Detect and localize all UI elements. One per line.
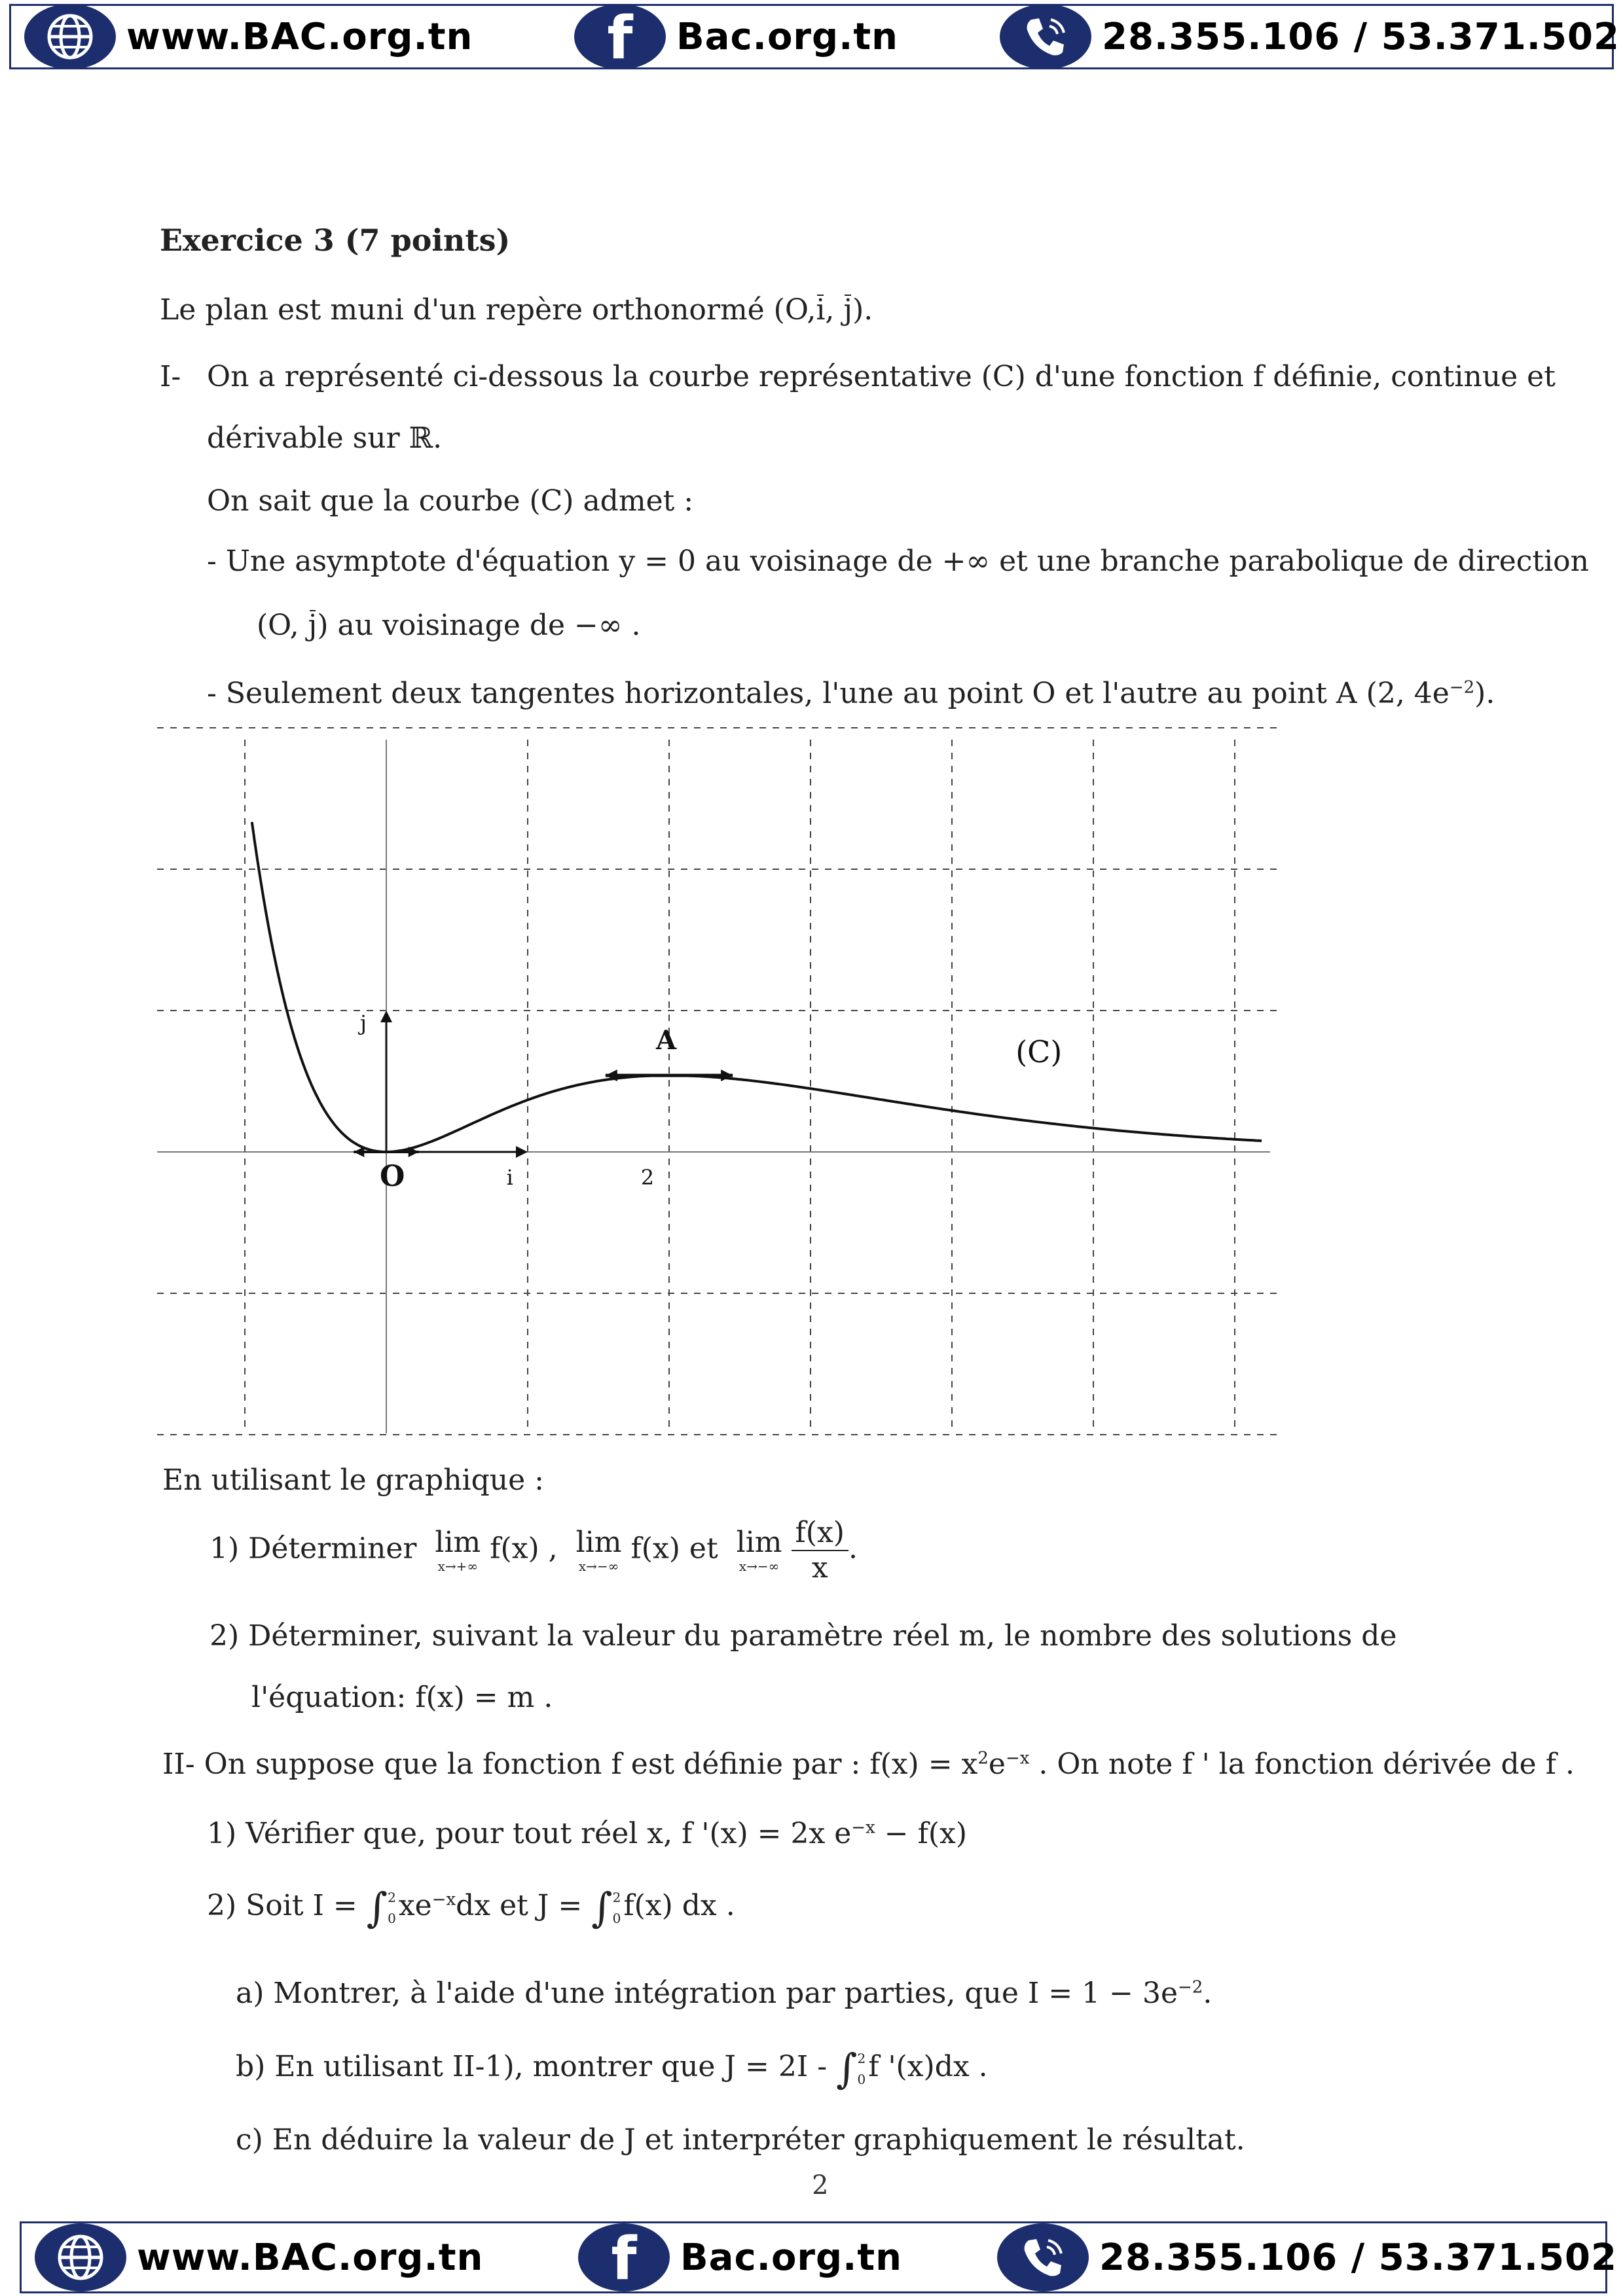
vector-i: i: [816, 293, 826, 327]
curve-C: [252, 822, 1262, 1152]
intro-text: Le plan est muni d'un repère orthonormé (O,: [160, 293, 816, 327]
q1-f2: f(x) et: [621, 1532, 718, 1566]
globe-icon: [24, 4, 116, 69]
header-website[interactable]: [24, 6, 473, 67]
frac-den: x: [811, 1551, 828, 1585]
label-i: i: [506, 1165, 513, 1190]
part2-a: II- On suppose que la fonction f est définie par : f(x) = x: [162, 1748, 978, 1781]
bullet1-line2-a: (O,: [257, 609, 299, 642]
bullet1-line1: - Une asymptote d'équation y = 0 au voisinage de +∞ et une branche parabolique de direction: [207, 545, 1590, 578]
footer-website[interactable]: [35, 2223, 483, 2291]
footer-phone[interactable]: [997, 2223, 1617, 2291]
integral-sign-1: ∫: [366, 1884, 388, 1931]
part2-question-2a: [236, 1977, 1212, 2010]
q1-end: .: [848, 1532, 858, 1566]
intro-end: ).: [852, 293, 873, 327]
question-2-line1: 2) Déterminer, suivant la valeur du paramètre réel m, le nombre des solutions de: [210, 1619, 1397, 1653]
part2-question-2b: [236, 2045, 988, 2092]
p2q2a-exp: −2: [1177, 1977, 1203, 1998]
p2q2-b: xe: [398, 1889, 432, 1922]
website-text: www.BAC.org.tn: [126, 15, 473, 58]
part1-line3: On sait que la courbe (C) admet :: [207, 484, 694, 518]
p2q2a-a: a) Montrer, à l'aide d'une intégration par parties, que I = 1 − 3e: [236, 1977, 1178, 2010]
frac-num: f(x): [792, 1518, 848, 1551]
graph-labels: [357, 1011, 1062, 1193]
p2q1-b: − f(x): [875, 1817, 968, 1850]
part2-exp2: −x: [1005, 1748, 1030, 1768]
part1-line1: On a représenté ci-dessous la courbe représentative (C) d'une fonction f définie, continue et: [207, 360, 1556, 393]
q1-text: 1) Déterminer: [210, 1532, 417, 1566]
bullet2-b: ).: [1474, 677, 1495, 710]
globe-icon: [35, 2223, 126, 2291]
vector-i-arrowhead: [516, 1146, 528, 1158]
lim-word: lim: [435, 1526, 481, 1559]
lim-sub-2: x→−∞: [578, 1558, 619, 1574]
vector-j-arrowhead: [380, 1011, 392, 1022]
facebook-text: Bac.org.tn: [676, 15, 899, 58]
bound-top: 2: [388, 1889, 396, 1905]
question-2-line2: l'équation: f(x) = m .: [251, 1681, 553, 1714]
bounds-1: [388, 1887, 396, 1929]
part1-line2: dérivable sur ℝ.: [207, 422, 443, 455]
q1-f1: f(x) ,: [481, 1532, 558, 1566]
lim-3: [737, 1528, 782, 1573]
p2q2-d: f(x) dx .: [623, 1889, 735, 1922]
tangent-O-arrow-left: [354, 1147, 364, 1157]
bounds-3: [857, 2048, 866, 2090]
grid: [157, 728, 1283, 1435]
lim-2: [576, 1528, 622, 1573]
bound-top: 2: [612, 1889, 621, 1905]
footer-facebook[interactable]: [578, 2223, 902, 2291]
label-j: j: [360, 1011, 367, 1035]
function-graph: [157, 726, 1309, 1446]
p2q2-c: dx et J =: [456, 1889, 583, 1922]
part1-label: I-: [160, 360, 181, 393]
tangents: [354, 1069, 733, 1157]
part2-question-2: [207, 1884, 735, 1931]
tick-label-2: 2: [640, 1165, 655, 1190]
phone-icon: [997, 2223, 1089, 2291]
p2q2-a: 2) Soit I =: [207, 1889, 357, 1922]
bound-bottom: 0: [857, 2071, 866, 2087]
bullet1-line2: [257, 609, 641, 642]
lim-word: lim: [736, 1526, 782, 1559]
integral-sign-2: ∫: [591, 1884, 613, 1931]
facebook-text: Bac.org.tn: [680, 2236, 903, 2279]
lim-word: lim: [575, 1526, 622, 1559]
integral-sign-3: ∫: [836, 2045, 858, 2092]
p2q1-exp: −x: [851, 1818, 875, 1838]
phone-text: 28.355.106 / 53.371.502: [1102, 15, 1620, 58]
vector-j-2: j: [308, 609, 318, 642]
p2q1-a: 1) Vérifier que, pour tout réel x, f '(x) = 2x e: [207, 1817, 852, 1850]
part2-b: e: [988, 1748, 1006, 1781]
question-1: [210, 1518, 858, 1583]
p2q2-exp: −x: [431, 1890, 456, 1910]
phone-icon: [1000, 4, 1091, 69]
graph-intro: En utilisant le graphique :: [162, 1463, 544, 1497]
bound-top: 2: [857, 2050, 866, 2066]
bullet2-exp: −2: [1449, 677, 1475, 698]
header-banner: [9, 4, 1620, 73]
lim-sub-1: x→+∞: [437, 1558, 479, 1574]
label-O: O: [380, 1160, 405, 1193]
label-A: A: [656, 1025, 677, 1056]
part2-line: [162, 1748, 1575, 1781]
phone-text: 28.355.106 / 53.371.502: [1099, 2236, 1617, 2279]
website-text: www.BAC.org.tn: [137, 2236, 484, 2279]
bound-bottom: 0: [388, 1910, 396, 1926]
header-facebook[interactable]: [574, 4, 899, 73]
header-phone[interactable]: [1000, 6, 1620, 67]
bound-bottom: 0: [612, 1910, 621, 1926]
p2q2a-b: .: [1203, 1977, 1213, 2010]
axes: [157, 740, 1270, 1433]
part2-question-2c: c) En déduire la valeur de J et interpréter graphiquement le résultat.: [236, 2123, 1245, 2157]
lim-1: [435, 1528, 481, 1573]
fraction: [792, 1518, 848, 1583]
vector-j: j: [843, 293, 853, 327]
lim-sub-3: x→−∞: [739, 1558, 780, 1574]
p2q2b-b: f '(x)dx .: [868, 2050, 988, 2083]
facebook-icon: f: [574, 4, 666, 69]
part2-question-1: [207, 1817, 967, 1850]
exercise-title: Exercice 3 (7 points): [160, 223, 511, 258]
part2-c: . On note f ' la fonction dérivée de f .: [1029, 1748, 1575, 1781]
footer-banner: [20, 2221, 1617, 2293]
label-curve-C: (C): [1015, 1034, 1063, 1070]
part2-exp1: 2: [977, 1748, 989, 1768]
bullet2-line: [207, 677, 1495, 710]
bullet1-line2-b: ) au voisinage de −∞ .: [317, 609, 641, 642]
facebook-icon: f: [578, 2223, 670, 2291]
bounds-2: [613, 1887, 621, 1929]
p2q2b-a: b) En utilisant II-1), montrer que J = 2I -: [236, 2050, 828, 2083]
bullet2-a: - Seulement deux tangentes horizontales, l'une au point O et l'autre au point A (2, 4e: [207, 677, 1450, 710]
intro-line: Le plan est muni d'un repère orthonormé (O,i, j).: [160, 293, 873, 327]
page-number: 2: [812, 2170, 829, 2200]
